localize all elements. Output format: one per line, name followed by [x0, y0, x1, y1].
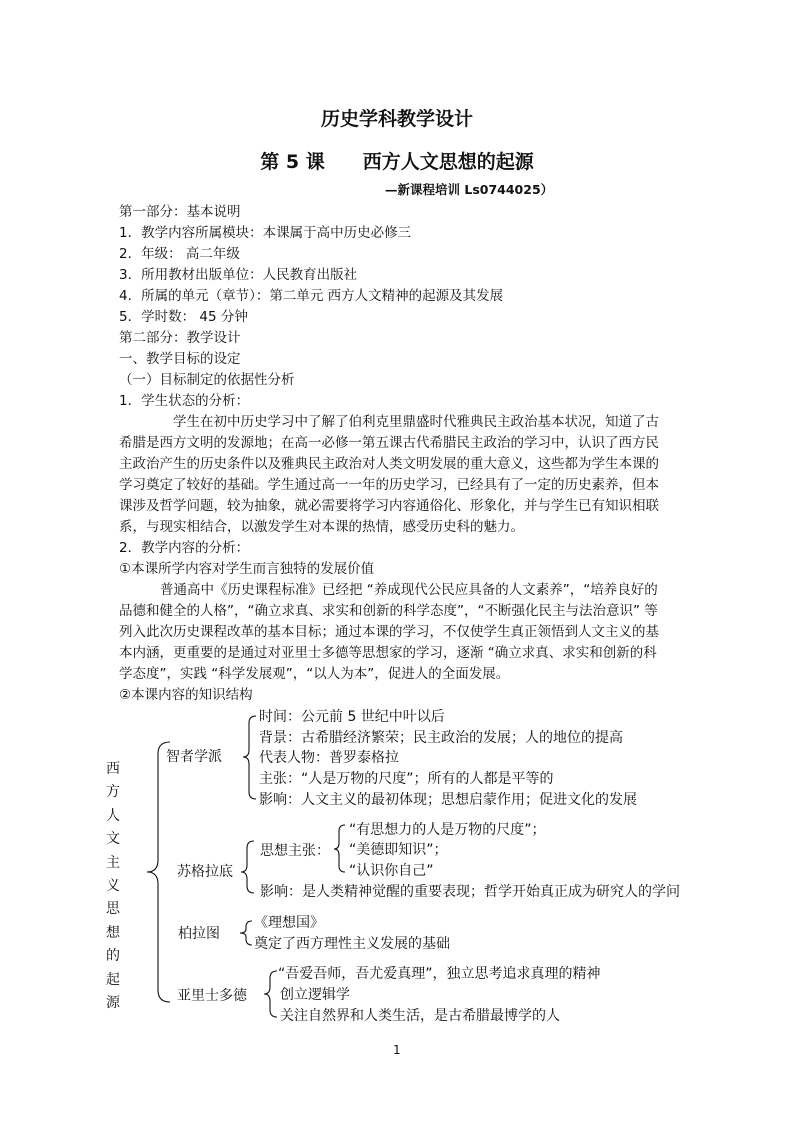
- sophists-item: 代表人物：普罗泰格拉: [259, 750, 399, 766]
- paragraph-line: 主政治产生的历史条件以及雅典民主政治对人类文明发展的重大意义，这些都为学生本课的: [119, 456, 659, 472]
- paragraph-line: 列入此次历史课程改革的基本目标；通过本课的学习，不仅使学生真正领悟到人文主义的基: [119, 624, 659, 640]
- plato-item: 《理想国》: [254, 915, 324, 931]
- node-plato: 柏拉图: [178, 926, 220, 942]
- paragraph-line: 学生在初中历史学习中了解了伯利克里鼎盛时代雅典民主政治基本状况，知道了古: [173, 414, 659, 430]
- paragraph-line: 学习奠定了较好的基础。学生通过高一一年的历史学习，已经具有了一定的历史素养，但本: [119, 477, 659, 493]
- paragraph-line: 学态度”，实践 “科学发展观”，“以人为本”，促进人的全面发展。: [119, 666, 510, 682]
- section-heading: 一、教学目标的设定: [119, 351, 241, 367]
- socrates-impact: 影响：是人类精神觉醒的重要表现；哲学开始真正成为研究人的学问: [260, 884, 680, 900]
- subsection-heading: （一）目标制定的依据性分析: [119, 372, 295, 388]
- plato-item: 奠定了西方理性主义发展的基础: [254, 936, 450, 952]
- sophists-item: 主张：“人是万物的尺度”；所有的人都是平等的: [259, 771, 554, 787]
- node-aristotle: 亚里士多德: [177, 988, 247, 1004]
- paragraph-line: 普通高中《历史课程标准》已经把 “养成现代公民应具备的人文素养”，“培养良好的: [160, 582, 658, 598]
- page-number: 1: [393, 1043, 401, 1057]
- circled-heading: ②本课内容的知识结构: [119, 687, 253, 703]
- structure-root-label: 西 方 人 文 主 义 思 想 的 起 源: [106, 761, 120, 1012]
- part2-heading: 第二部分：教学设计: [119, 330, 241, 346]
- sophists-item: 背景：古希腊经济繁荣；民主政治的发展；人的地位的提高: [259, 730, 623, 746]
- aristotle-bracket: [264, 971, 277, 1017]
- aristotle-item: 关注自然界和人类生活，是古希腊最博学的人: [280, 1008, 560, 1024]
- sophists-item: 影响：人文主义的最初体现；思想启蒙作用；促进文化的发展: [259, 792, 637, 808]
- socrates-ideas-bracket: [334, 825, 345, 872]
- node-socrates: 苏格拉底: [177, 864, 233, 880]
- circled-heading: ①本课所学内容对学生而言独特的发展价值: [119, 561, 375, 577]
- item-heading: 2．教学内容的分析：: [119, 540, 250, 556]
- paragraph-line: 希腊是西方文明的发源地；在高一必修一第五课古代希腊民主政治的学习中，认识了西方民: [119, 435, 659, 451]
- paragraph-line: 课涉及哲学问题，较为抽象，就必需要将学习内容通俗化、形象化，并与学生已有知识相联: [119, 498, 659, 514]
- main-bracket: [147, 742, 170, 1002]
- plato-bracket: [240, 921, 252, 945]
- socrates-idea: “美德即知识”；: [349, 842, 448, 858]
- sophists-item: 时间：公元前 5 世纪中叶以后: [259, 709, 445, 725]
- part1-item: 5．学时数： 45 分钟: [119, 309, 248, 325]
- socrates-idea: “有思想力的人是万物的尺度”；: [349, 822, 546, 838]
- node-sophists: 智者学派: [166, 749, 222, 765]
- sophists-bracket: [243, 716, 256, 799]
- source-note: —新课程培训 Ls0744025）: [385, 182, 554, 197]
- socrates-idea-label: 思想主张：: [260, 843, 330, 859]
- lesson-title: 第 5 课 西方人文思想的起源: [260, 151, 534, 173]
- socrates-idea: “认识你自己”: [349, 863, 434, 879]
- item-heading: 1．学生状态的分析：: [119, 393, 250, 409]
- aristotle-item: “吾爱吾师，吾尤爱真理”，独立思考追求真理的精神: [278, 966, 601, 982]
- page-title: 历史学科教学设计: [320, 108, 473, 130]
- paragraph-line: 本内涵，更重要的是通过对亚里士多德等思想家的学习，逐渐 “确立求真、求实和创新的科: [119, 645, 657, 661]
- part1-item: 2．年级： 高二年级: [119, 246, 240, 262]
- part1-item: 3．所用教材出版单位：人民教育出版社: [119, 267, 358, 283]
- aristotle-item: 创立逻辑学: [280, 987, 350, 1003]
- paragraph-line: 系，与现实相结合，以激发学生对本课的热情，感受历史科的魅力。: [119, 519, 524, 535]
- part1-item: 1．教学内容所属模块：本课属于高中历史必修三: [119, 225, 412, 241]
- socrates-bracket: [241, 841, 254, 893]
- paragraph-line: 品德和健全的人格”，“确立求真、求实和创新的科学态度”，“不断强化民主与法治意识” 等: [119, 603, 658, 619]
- part1-heading: 第一部分：基本说明: [119, 204, 241, 220]
- part1-item: 4．所属的单元（章节）：第二单元 西方人文精神的起源及其发展: [119, 288, 504, 304]
